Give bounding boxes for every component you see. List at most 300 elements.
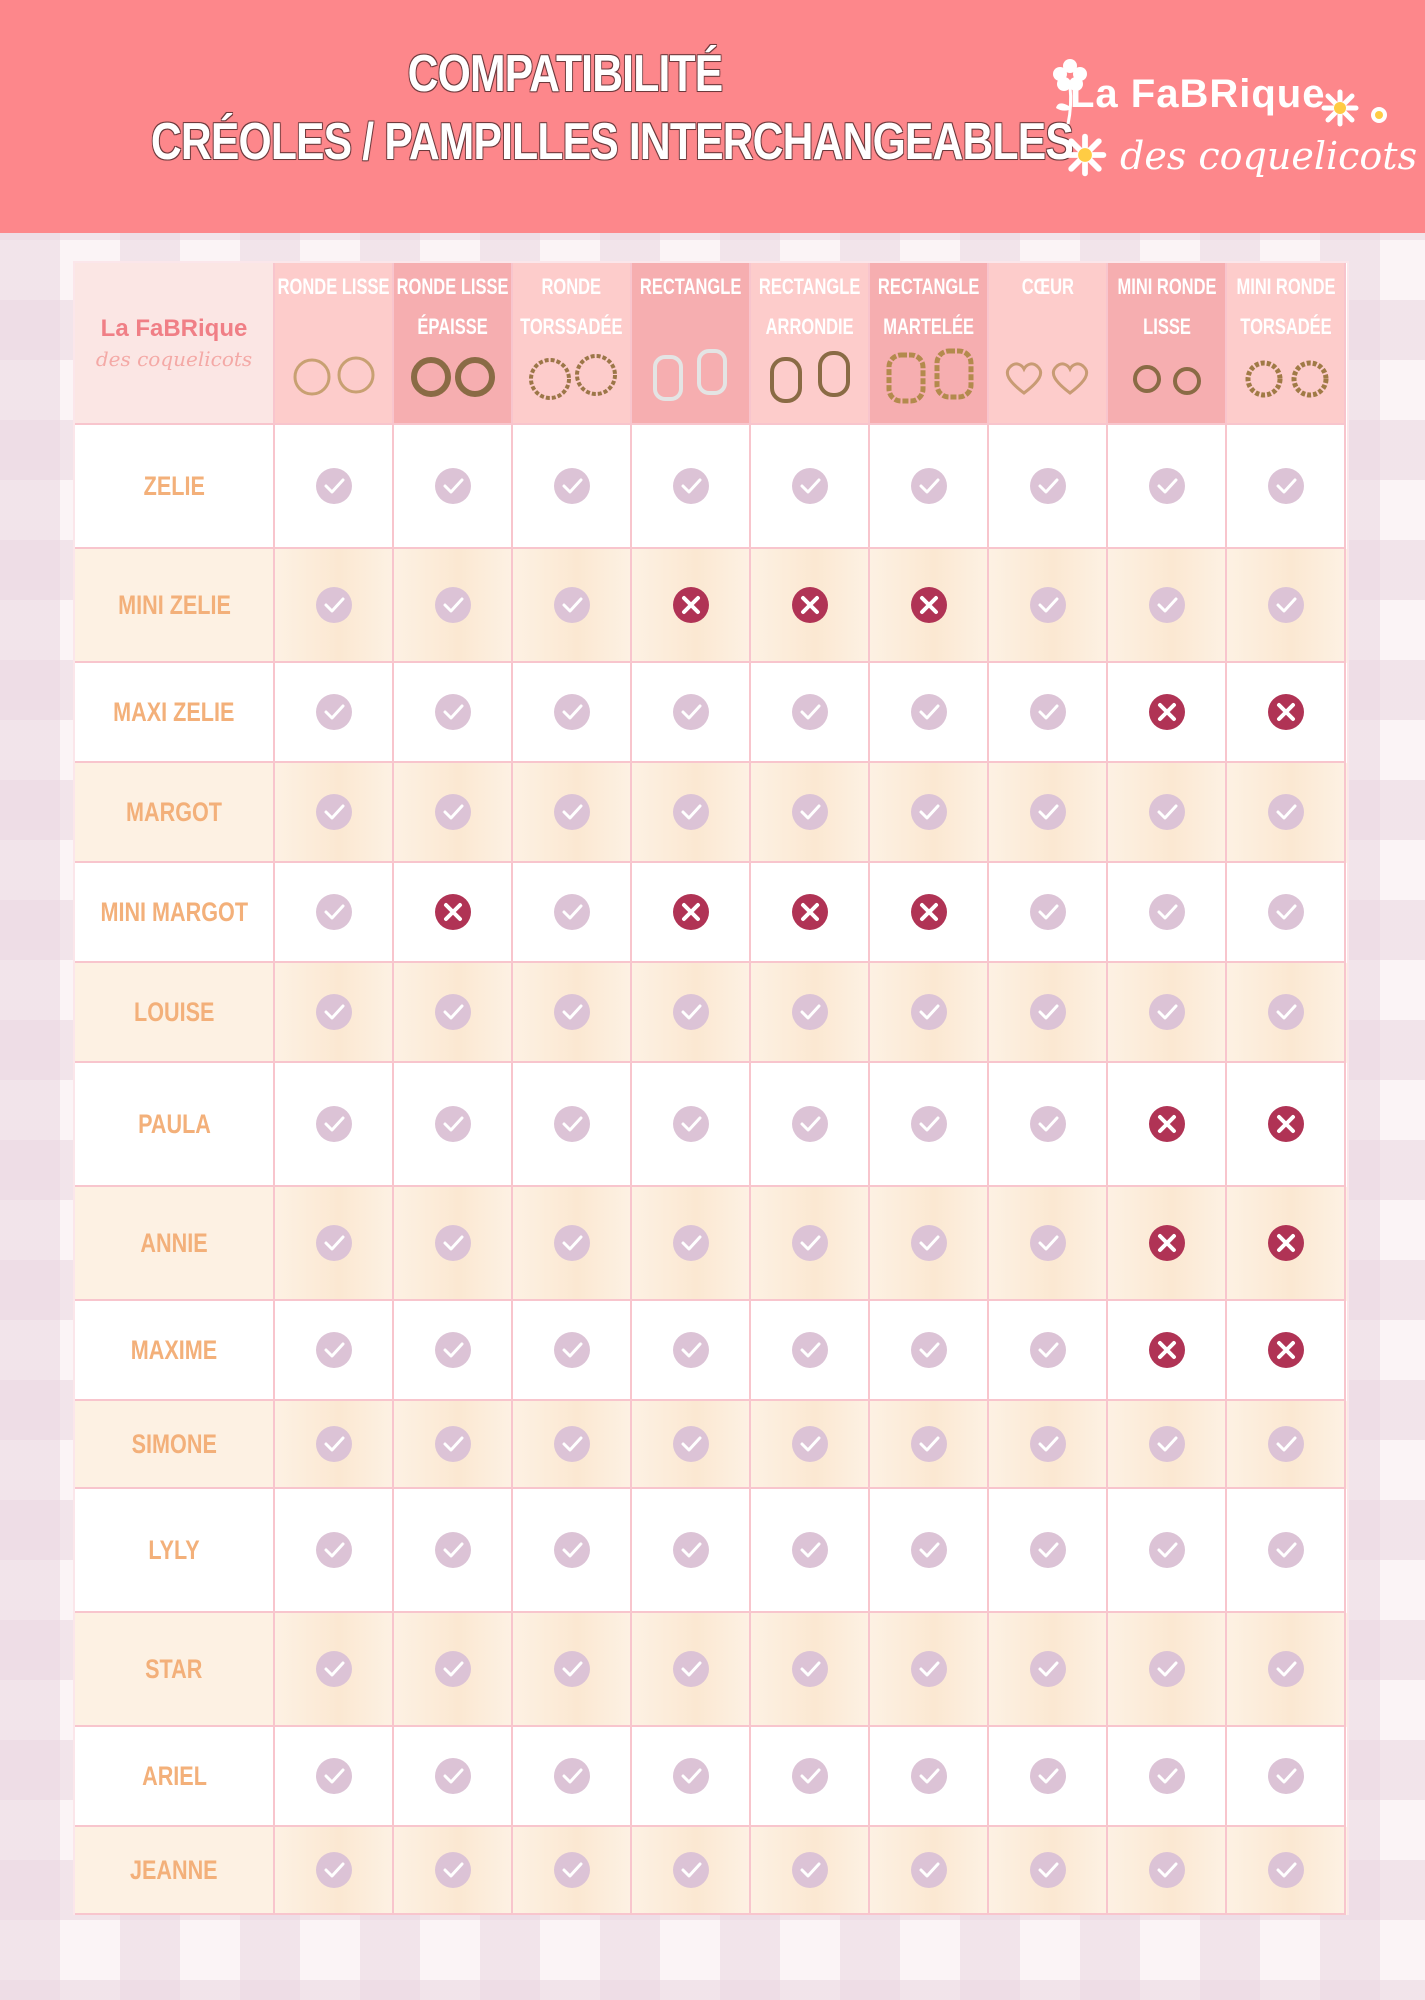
- incompatible-cell: [1108, 1187, 1227, 1301]
- check-icon: [552, 992, 592, 1032]
- check-icon: [552, 1756, 592, 1796]
- check-icon: [1028, 1649, 1068, 1689]
- incompatible-cell: [870, 863, 989, 963]
- row-name: MINI MARGOT: [100, 896, 248, 927]
- compatible-cell: [394, 1401, 513, 1489]
- compatible-cell: [751, 1727, 870, 1827]
- table-row: [75, 663, 1347, 763]
- check-icon: [790, 466, 830, 506]
- compatible-cell: [1108, 425, 1227, 549]
- incompatible-cell: [1227, 1063, 1346, 1187]
- compatible-cell: [632, 663, 751, 763]
- check-icon: [1147, 466, 1187, 506]
- column-label-line-2: ÉPAISSE: [417, 314, 488, 339]
- compatible-cell: [513, 549, 632, 663]
- compatible-cell: [1227, 1401, 1346, 1489]
- check-icon: [671, 1330, 711, 1370]
- check-icon: [433, 1330, 473, 1370]
- check-icon: [314, 1330, 354, 1370]
- rectangle-hoops-icon: [641, 347, 741, 407]
- column-label: [397, 267, 509, 347]
- row-name: MAXI ZELIE: [113, 696, 235, 727]
- compatible-cell: [1108, 1489, 1227, 1613]
- compatible-cell: [394, 1301, 513, 1401]
- check-icon: [314, 466, 354, 506]
- compatible-cell: [751, 425, 870, 549]
- table-row: [75, 1401, 1347, 1489]
- incompatible-cell: [1227, 663, 1346, 763]
- check-icon: [433, 1530, 473, 1570]
- check-icon: [1028, 692, 1068, 732]
- column-label-line-2: ARRONDIE: [765, 314, 854, 339]
- compatible-cell: [1108, 549, 1227, 663]
- cross-icon: [433, 892, 473, 932]
- row-name-cell: [75, 1613, 275, 1727]
- compatible-cell: [1227, 1827, 1346, 1915]
- column-label-line-1: MINI RONDE: [1236, 274, 1335, 299]
- row-name-cell: [75, 763, 275, 863]
- check-icon: [314, 692, 354, 732]
- check-icon: [433, 1223, 473, 1263]
- check-icon: [1147, 1649, 1187, 1689]
- compatible-cell: [1227, 1613, 1346, 1727]
- check-icon: [1028, 1330, 1068, 1370]
- incompatible-cell: [1227, 1187, 1346, 1301]
- check-icon: [314, 1756, 354, 1796]
- row-name-cell: [75, 1727, 275, 1827]
- round-twisted-hoops-icon: [522, 347, 622, 407]
- table-row: [75, 1301, 1347, 1401]
- check-icon: [552, 1223, 592, 1263]
- compatible-cell: [870, 1613, 989, 1727]
- check-icon: [1028, 792, 1068, 832]
- daisy-icon-bottom: [1062, 132, 1108, 178]
- table-row: [75, 1827, 1347, 1915]
- check-icon: [552, 1424, 592, 1464]
- column-label: [1236, 267, 1335, 347]
- check-icon: [1028, 1530, 1068, 1570]
- check-icon: [790, 792, 830, 832]
- compatible-cell: [751, 1187, 870, 1301]
- compatible-cell: [751, 663, 870, 763]
- check-icon: [671, 1223, 711, 1263]
- column-label: [1117, 267, 1216, 347]
- cross-icon: [909, 585, 949, 625]
- check-icon: [433, 1424, 473, 1464]
- compatible-cell: [632, 1613, 751, 1727]
- check-icon: [433, 1756, 473, 1796]
- check-icon: [1028, 1223, 1068, 1263]
- check-icon: [909, 1330, 949, 1370]
- check-icon: [1147, 1850, 1187, 1890]
- incompatible-cell: [632, 549, 751, 663]
- cross-icon: [1266, 1330, 1306, 1370]
- cross-icon: [909, 892, 949, 932]
- compatible-cell: [1108, 1401, 1227, 1489]
- check-icon: [552, 585, 592, 625]
- check-icon: [433, 1850, 473, 1890]
- compatible-cell: [632, 1063, 751, 1187]
- check-icon: [1147, 1530, 1187, 1570]
- check-icon: [790, 1850, 830, 1890]
- check-icon: [552, 1330, 592, 1370]
- header-banner: [0, 0, 1425, 233]
- check-icon: [1028, 466, 1068, 506]
- column-label: [520, 267, 622, 347]
- check-icon: [1266, 1649, 1306, 1689]
- check-icon: [552, 1850, 592, 1890]
- row-name-cell: [75, 1301, 275, 1401]
- compatible-cell: [513, 1187, 632, 1301]
- compatible-cell: [275, 1727, 394, 1827]
- cross-icon: [1147, 1330, 1187, 1370]
- column-header: [1227, 263, 1346, 425]
- row-name: MARGOT: [125, 796, 222, 827]
- compatible-cell: [275, 1401, 394, 1489]
- compatible-cell: [1108, 963, 1227, 1063]
- mini-round-twisted-hoops-icon: [1236, 347, 1336, 407]
- row-name-cell: [75, 1187, 275, 1301]
- compatible-cell: [632, 1827, 751, 1915]
- check-icon: [671, 1850, 711, 1890]
- check-icon: [1266, 466, 1306, 506]
- check-icon: [1147, 585, 1187, 625]
- table-row: [75, 863, 1347, 963]
- compatible-cell: [394, 1827, 513, 1915]
- check-icon: [909, 1530, 949, 1570]
- hammered-rectangle-hoops-icon: [879, 347, 979, 407]
- cross-icon: [1147, 1223, 1187, 1263]
- cross-icon: [671, 585, 711, 625]
- compatible-cell: [751, 1613, 870, 1727]
- compatible-cell: [1227, 1727, 1346, 1827]
- row-name-cell: [75, 1063, 275, 1187]
- compatible-cell: [632, 425, 751, 549]
- column-label-line-1: RECTANGLE: [877, 274, 980, 299]
- compatible-cell: [870, 1187, 989, 1301]
- check-icon: [1028, 892, 1068, 932]
- check-icon: [1028, 1424, 1068, 1464]
- column-label-line-1: MINI RONDE: [1117, 274, 1216, 299]
- compatible-cell: [870, 763, 989, 863]
- compatible-cell: [275, 1063, 394, 1187]
- compatible-cell: [989, 1613, 1108, 1727]
- check-icon: [552, 1104, 592, 1144]
- cross-icon: [671, 892, 711, 932]
- compatible-cell: [1108, 1727, 1227, 1827]
- compatible-cell: [1108, 763, 1227, 863]
- compatible-cell: [870, 1727, 989, 1827]
- check-icon: [790, 692, 830, 732]
- check-icon: [671, 1649, 711, 1689]
- row-name: STAR: [145, 1653, 203, 1684]
- column-header: [632, 263, 751, 425]
- column-label-line-1: RECTANGLE: [639, 274, 742, 299]
- check-icon: [909, 692, 949, 732]
- incompatible-cell: [870, 549, 989, 663]
- compatible-cell: [394, 1613, 513, 1727]
- check-icon: [1147, 1756, 1187, 1796]
- check-icon: [671, 1424, 711, 1464]
- check-icon: [552, 1530, 592, 1570]
- row-name: ARIEL: [141, 1760, 207, 1791]
- check-icon: [1147, 1424, 1187, 1464]
- table-row: [75, 549, 1347, 663]
- compatible-cell: [275, 763, 394, 863]
- check-icon: [671, 466, 711, 506]
- table-row: [75, 425, 1347, 549]
- incompatible-cell: [394, 863, 513, 963]
- check-icon: [671, 1530, 711, 1570]
- check-icon: [1266, 892, 1306, 932]
- compatible-cell: [513, 1401, 632, 1489]
- check-icon: [1266, 992, 1306, 1032]
- check-icon: [1028, 992, 1068, 1032]
- compatible-cell: [275, 663, 394, 763]
- row-name: MINI ZELIE: [117, 589, 231, 620]
- column-label-line-2: LISSE: [1142, 314, 1191, 339]
- compatible-cell: [394, 1727, 513, 1827]
- compatible-cell: [394, 763, 513, 863]
- compatible-cell: [632, 1187, 751, 1301]
- cross-icon: [1266, 1223, 1306, 1263]
- compatible-cell: [394, 963, 513, 1063]
- page-title: [60, 40, 1073, 176]
- row-name-cell: [75, 1489, 275, 1613]
- column-header: [513, 263, 632, 425]
- compatible-cell: [989, 763, 1108, 863]
- check-icon: [909, 1223, 949, 1263]
- compatible-cell: [275, 425, 394, 549]
- check-icon: [433, 692, 473, 732]
- compatible-cell: [989, 963, 1108, 1063]
- table-row: [75, 1489, 1347, 1613]
- cross-icon: [1147, 1104, 1187, 1144]
- compatible-cell: [751, 1489, 870, 1613]
- cross-icon: [1266, 1104, 1306, 1144]
- check-icon: [671, 992, 711, 1032]
- row-name: ZELIE: [143, 470, 205, 501]
- check-icon: [1028, 1850, 1068, 1890]
- column-label-line-1: CŒUR: [1021, 274, 1074, 299]
- check-icon: [314, 1649, 354, 1689]
- compatible-cell: [1227, 763, 1346, 863]
- compatible-cell: [1108, 1613, 1227, 1727]
- check-icon: [433, 992, 473, 1032]
- row-name-cell: [75, 663, 275, 763]
- check-icon: [790, 1330, 830, 1370]
- compatible-cell: [870, 425, 989, 549]
- column-label-line-1: RONDE LISSE: [396, 274, 509, 299]
- check-icon: [1266, 1530, 1306, 1570]
- compatible-cell: [275, 1613, 394, 1727]
- compatibility-table: [75, 263, 1347, 1913]
- column-header: [275, 263, 394, 425]
- incompatible-cell: [1108, 663, 1227, 763]
- brand-tagline: des coquelicots: [1120, 134, 1418, 178]
- check-icon: [909, 1850, 949, 1890]
- row-name: LOUISE: [133, 996, 215, 1027]
- title-line-2: CRÉOLES / PAMPILLES INTERCHANGEABLES: [150, 113, 1073, 171]
- row-name-cell: [75, 863, 275, 963]
- compatible-cell: [751, 1063, 870, 1187]
- check-icon: [314, 1104, 354, 1144]
- compatible-cell: [513, 663, 632, 763]
- compatible-cell: [632, 1727, 751, 1827]
- column-label-line-1: RONDE: [541, 274, 602, 299]
- compatible-cell: [275, 1301, 394, 1401]
- check-icon: [1266, 1850, 1306, 1890]
- check-icon: [314, 892, 354, 932]
- check-icon: [314, 1530, 354, 1570]
- check-icon: [671, 1104, 711, 1144]
- check-icon: [790, 1756, 830, 1796]
- compatible-cell: [275, 863, 394, 963]
- check-icon: [552, 792, 592, 832]
- compatible-cell: [513, 1489, 632, 1613]
- check-icon: [433, 1104, 473, 1144]
- compatible-cell: [632, 963, 751, 1063]
- compatible-cell: [870, 1489, 989, 1613]
- compatible-cell: [632, 1401, 751, 1489]
- compatible-cell: [1108, 863, 1227, 963]
- compatible-cell: [989, 1727, 1108, 1827]
- compatible-cell: [513, 425, 632, 549]
- row-name-cell: [75, 425, 275, 549]
- check-icon: [1028, 1104, 1068, 1144]
- check-icon: [433, 792, 473, 832]
- compatible-cell: [394, 1187, 513, 1301]
- compatible-cell: [989, 1827, 1108, 1915]
- title-line-1: COMPATIBILITÉ: [407, 45, 723, 103]
- compatible-cell: [394, 425, 513, 549]
- table-header-row: [75, 263, 1347, 425]
- compatible-cell: [394, 1489, 513, 1613]
- check-icon: [552, 892, 592, 932]
- compatible-cell: [1227, 549, 1346, 663]
- heart-hoops-icon: [998, 347, 1098, 407]
- check-icon: [433, 585, 473, 625]
- corner-logo-bottom: des coquelicots: [95, 347, 253, 371]
- check-icon: [790, 1530, 830, 1570]
- incompatible-cell: [751, 863, 870, 963]
- check-icon: [909, 1756, 949, 1796]
- compatible-cell: [870, 1301, 989, 1401]
- incompatible-cell: [1108, 1301, 1227, 1401]
- check-icon: [1266, 585, 1306, 625]
- check-icon: [552, 1649, 592, 1689]
- check-icon: [1147, 992, 1187, 1032]
- compatible-cell: [394, 663, 513, 763]
- row-name: ANNIE: [140, 1227, 208, 1258]
- column-header: [989, 263, 1108, 425]
- check-icon: [1028, 1756, 1068, 1796]
- check-icon: [314, 992, 354, 1032]
- check-icon: [671, 1756, 711, 1796]
- column-label-line-2: TORSADÉE: [1239, 314, 1332, 339]
- incompatible-cell: [751, 549, 870, 663]
- compatible-cell: [870, 1063, 989, 1187]
- corner-logo-top: La FaBRique: [100, 315, 248, 342]
- compatible-cell: [989, 425, 1108, 549]
- check-icon: [1147, 892, 1187, 932]
- table-row: [75, 763, 1347, 863]
- compatible-cell: [751, 1827, 870, 1915]
- compatible-cell: [513, 1727, 632, 1827]
- compatible-cell: [1227, 863, 1346, 963]
- compatible-cell: [513, 763, 632, 863]
- cross-icon: [790, 585, 830, 625]
- check-icon: [671, 792, 711, 832]
- cross-icon: [1147, 692, 1187, 732]
- table-row: [75, 1727, 1347, 1827]
- compatible-cell: [989, 663, 1108, 763]
- compatible-cell: [989, 863, 1108, 963]
- table-row: [75, 1613, 1347, 1727]
- check-icon: [433, 466, 473, 506]
- column-header: [751, 263, 870, 425]
- row-name-cell: [75, 963, 275, 1063]
- check-icon: [790, 1649, 830, 1689]
- check-icon: [790, 1424, 830, 1464]
- compatible-cell: [513, 1301, 632, 1401]
- compatible-cell: [751, 963, 870, 1063]
- check-icon: [790, 1223, 830, 1263]
- compatible-cell: [513, 1063, 632, 1187]
- compatible-cell: [870, 963, 989, 1063]
- cross-icon: [1266, 692, 1306, 732]
- compatible-cell: [513, 963, 632, 1063]
- row-name-cell: [75, 1401, 275, 1489]
- small-daisy-icon: [1368, 104, 1390, 126]
- compatible-cell: [751, 1401, 870, 1489]
- compatible-cell: [1227, 425, 1346, 549]
- incompatible-cell: [1108, 1063, 1227, 1187]
- compatible-cell: [632, 1489, 751, 1613]
- check-icon: [433, 1649, 473, 1689]
- check-icon: [1266, 792, 1306, 832]
- compatible-cell: [632, 763, 751, 863]
- check-icon: [552, 466, 592, 506]
- check-icon: [1266, 1756, 1306, 1796]
- compatible-cell: [989, 1301, 1108, 1401]
- column-label-line-2: TORSSADÉE: [520, 314, 623, 339]
- compatible-cell: [870, 1827, 989, 1915]
- compatible-cell: [275, 963, 394, 1063]
- column-label-line-1: RONDE LISSE: [277, 274, 390, 299]
- compatible-cell: [513, 863, 632, 963]
- compatible-cell: [1108, 1827, 1227, 1915]
- compatible-cell: [1227, 963, 1346, 1063]
- check-icon: [1266, 1424, 1306, 1464]
- compatible-cell: [1227, 1489, 1346, 1613]
- round-smooth-hoops-icon: [284, 347, 384, 407]
- compatible-cell: [275, 1489, 394, 1613]
- compatible-cell: [751, 763, 870, 863]
- column-header: [394, 263, 513, 425]
- compatible-cell: [275, 1187, 394, 1301]
- check-icon: [909, 1104, 949, 1144]
- brand-logo: [1050, 52, 1418, 202]
- compatible-cell: [513, 1827, 632, 1915]
- column-label-line-2: MARTELÉE: [883, 314, 974, 339]
- compatible-cell: [870, 1401, 989, 1489]
- mini-round-smooth-hoops-icon: [1117, 347, 1217, 407]
- compatible-cell: [989, 549, 1108, 663]
- row-name: JEANNE: [130, 1854, 218, 1885]
- corner-logo: [75, 263, 275, 425]
- table-row: [75, 1063, 1347, 1187]
